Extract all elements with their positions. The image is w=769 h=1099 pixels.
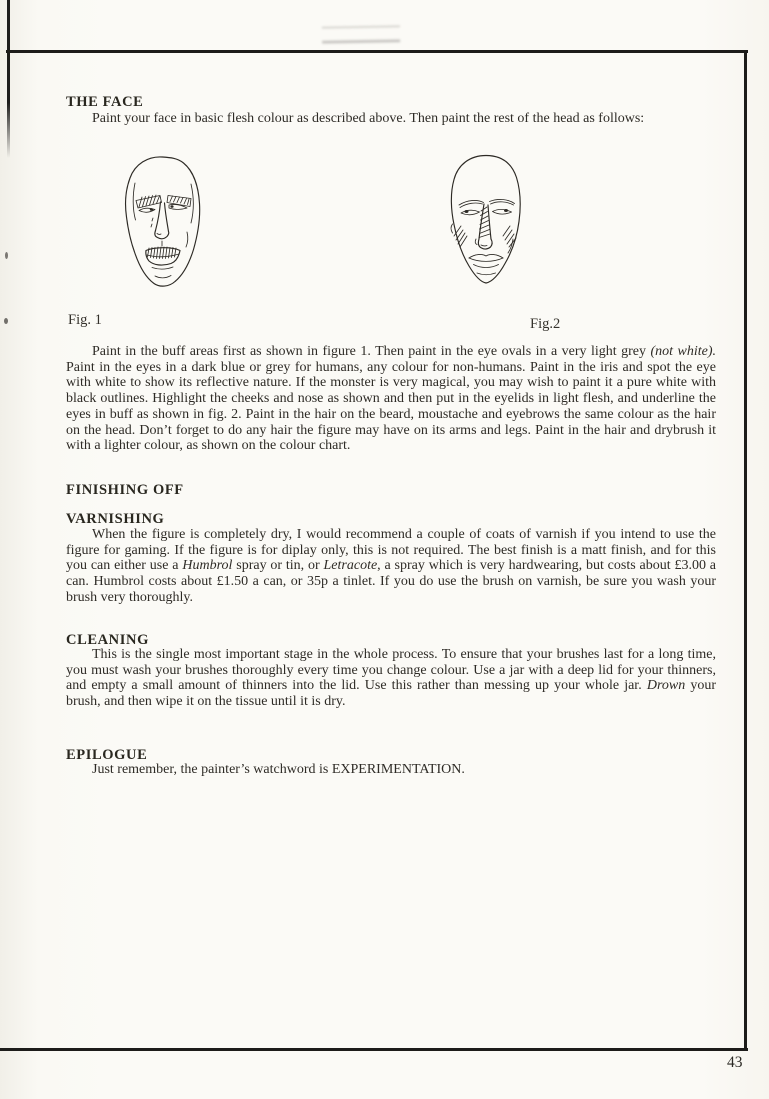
fig1-face-drawing: [112, 152, 213, 298]
scan-speck: [5, 252, 8, 259]
section-heading-varnishing: VARNISHING: [66, 511, 165, 527]
fig2-label: Fig.2: [530, 316, 561, 332]
the-face-intro-paragraph: Paint your face in basic flesh colour as described above. Then paint the rest of the head as follows:: [92, 111, 645, 126]
page-number: 43: [727, 1054, 743, 1071]
fig2-face-drawing: [437, 151, 535, 302]
section-heading-cleaning: CLEANING: [66, 632, 149, 648]
cleaning-paragraph: This is the single most important stage in the whole process. To ensure that your brushes last for a long time, you must wash your brushes thoroughly every time you change colour. Use a jar with a deep lid for your thinners, and empty a small amount of thinners into the lid. Use this rather than messing up your whole jar. Drown your brush, and then wipe it on the tissue until it is dry.: [66, 647, 716, 710]
figures-row: [66, 150, 716, 340]
the-face-body-paragraph: Paint in the buff areas first as shown in figure 1. Then paint in the eye ovals in a very light grey (not white). Paint in the eyes in a dark blue or grey for humans, any colour for non-humans. Paint in the iris and spot the eye with white to show its reflective nature. If the monster is very magical, you may wish to paint it a pure white with black outlines. Highlight the cheeks and nose as shown and then put in the eyelids in light flesh, and underline the eyes in buff as shown in fig. 2. Paint in the hair on the beard, moustache and eyebrows the same colour as the hair on the head. Don’t forget to do any hair the figure may have on its arms and legs. Paint in the hair and drybrush it with a lighter colour, as shown on the colour chart.: [66, 344, 716, 454]
section-heading-epilogue: EPILOGUE: [66, 747, 148, 763]
epilogue-paragraph: Just remember, the painter’s watchword is EXPERIMENTATION.: [92, 762, 465, 777]
print-smudge: [322, 25, 400, 43]
top-border-rule: [6, 50, 748, 53]
left-border-rule: [7, 0, 10, 158]
section-heading-the-face: THE FACE: [66, 94, 144, 110]
fig1-label: Fig. 1: [68, 312, 102, 328]
right-border-rule: [744, 50, 747, 1051]
section-heading-finishing-off: FINISHING OFF: [66, 482, 184, 498]
bottom-border-rule: [0, 1048, 748, 1051]
varnishing-paragraph: When the figure is completely dry, I would recommend a couple of coats of varnish if you intend to use the figure for gaming. If the figure is for diplay only, this is not required. The best finish is a matt finish, and for this you can either use a Humbrol spray or tin, or Letracote, a spray which is very hardwearing, but costs about £3.00 a can. Humbrol costs about £1.50 a can, or 35p a tinlet. If you do use the brush on varnish, be sure you wash your brush very thoroughly.: [66, 527, 716, 605]
scan-speck: [4, 318, 8, 324]
